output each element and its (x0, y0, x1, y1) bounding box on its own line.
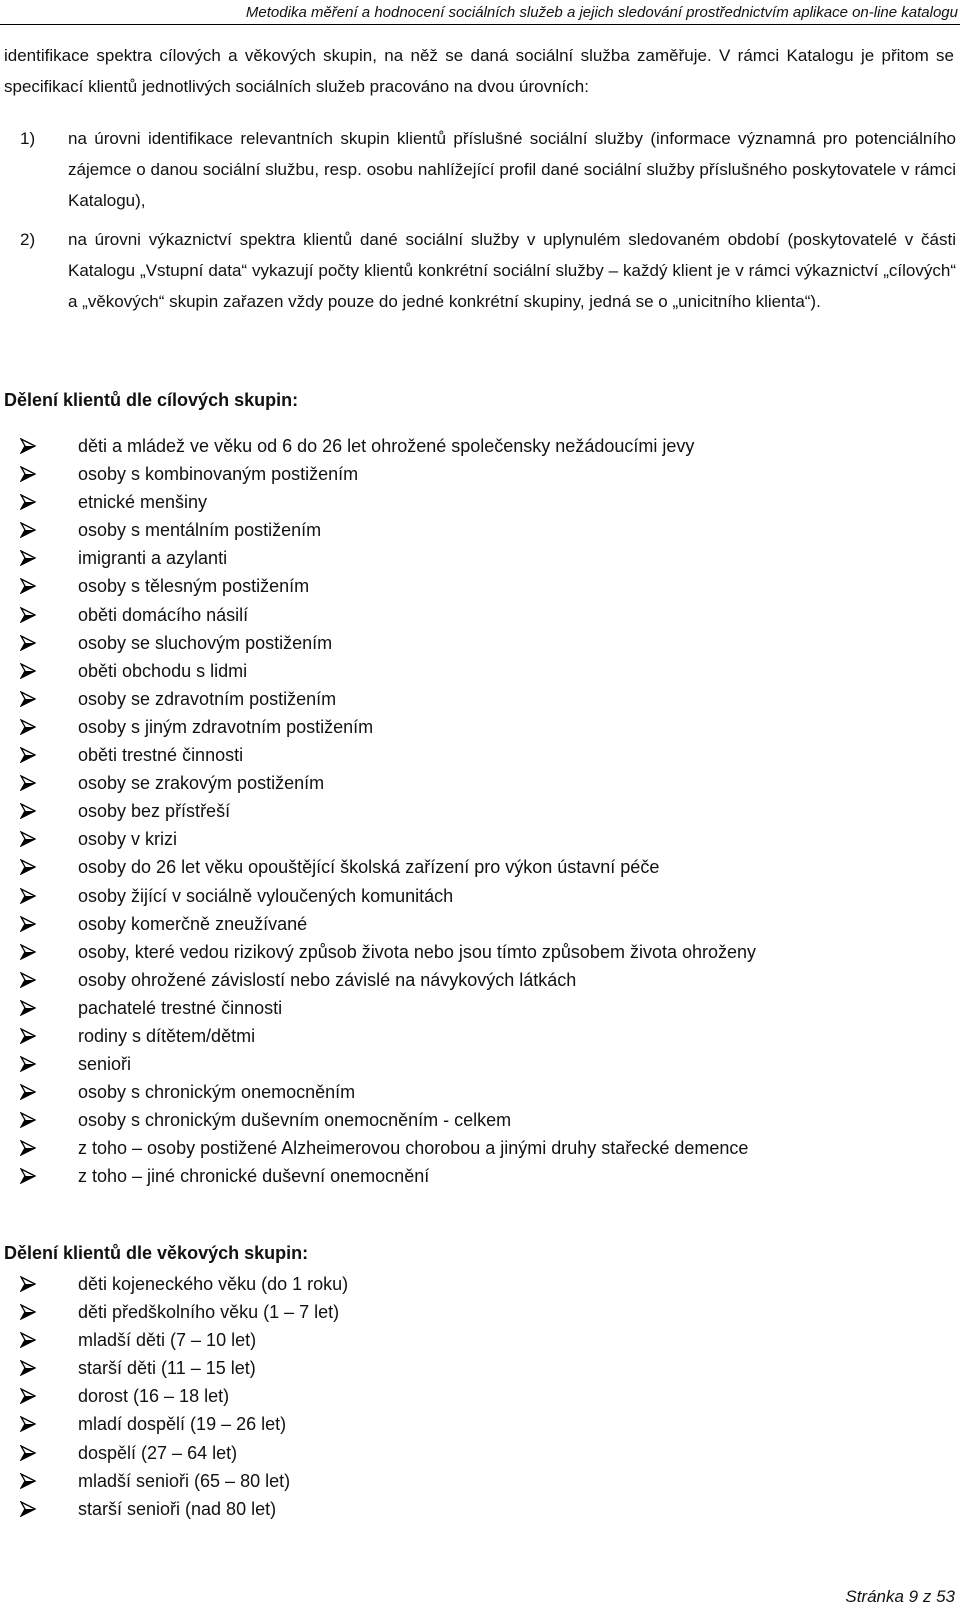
list-item-text: senioři (78, 1054, 132, 1075)
levels-list (20, 123, 956, 317)
arrowhead-bullet-icon (20, 691, 36, 707)
arrowhead-bullet-icon (20, 1360, 36, 1376)
arrowhead-bullet-icon (20, 1416, 36, 1432)
arrowhead-bullet-icon (20, 888, 36, 904)
list-item (20, 882, 950, 910)
arrowhead-bullet-icon (20, 775, 36, 791)
list-item-text: mladí dospělí (19 – 26 let) (78, 1414, 287, 1435)
list-item-text: osoby do 26 let věku opouštějící školská zařízení pro výkon ústavní péče (78, 857, 660, 878)
list-item (20, 1022, 950, 1050)
intro-paragraph: identifikace spektra cílových a věkových skupin, na něž se daná sociální služba zaměřuje. V rámci Katalogu je přitom se specifikací klientů jednotlivých sociálních služeb pracováno na dvou úrovních: (4, 46, 954, 96)
arrowhead-bullet-icon (20, 972, 36, 988)
level-text: na úrovni výkaznictví spektra klientů dané sociální služby v uplynulém sledovaném období (poskytovatelé v části Katalogu „Vstupní data“ vykazují počty klientů konkrétní sociální služby – každý klient je v rámci výkaznictví „cílových“ a „věkových“ skupin zařazen vždy pouze do jedné konkrétní skupiny, jedná se o „unicitního klienta“). (68, 230, 956, 311)
list-item-text: osoby se zdravotním postižením (78, 688, 337, 709)
arrowhead-bullet-icon (20, 494, 36, 510)
list-item (20, 432, 950, 460)
list-item (20, 1495, 950, 1523)
arrowhead-bullet-icon (20, 916, 36, 932)
age-groups-list (20, 1270, 950, 1523)
level-number: 2) (20, 230, 36, 249)
list-item (20, 572, 950, 600)
target-groups-list (20, 432, 950, 1191)
page-number: Stránka 9 z 53 (845, 1587, 955, 1606)
arrowhead-bullet-icon (20, 1501, 36, 1517)
list-item (20, 1354, 950, 1382)
arrowhead-bullet-icon (20, 663, 36, 679)
list-item-text: osoby s mentálním postižením (78, 520, 322, 541)
list-item (20, 1467, 950, 1495)
list-item (20, 1410, 950, 1438)
header-rule (0, 24, 960, 25)
list-item-text: osoby s kombinovaným postižením (78, 464, 359, 485)
list-item (20, 460, 950, 488)
list-item (20, 825, 950, 853)
list-item (20, 1439, 950, 1467)
list-item-text: mladší senioři (65 – 80 let) (78, 1470, 291, 1491)
arrowhead-bullet-icon (20, 1140, 36, 1156)
list-item-text: osoby, které vedou rizikový způsob života nebo jsou tímto způsobem života ohroženy (78, 941, 757, 962)
list-item (20, 685, 950, 713)
list-item (20, 994, 950, 1022)
arrowhead-bullet-icon (20, 635, 36, 651)
list-item-text: osoby komerčně zneužívané (78, 913, 308, 934)
list-item (20, 657, 950, 685)
list-item-text: děti kojeneckého věku (do 1 roku) (78, 1274, 349, 1294)
list-item-text: osoby s chronickým onemocněním (78, 1082, 356, 1103)
arrowhead-bullet-icon (20, 1000, 36, 1016)
list-item (20, 713, 950, 741)
list-item (20, 1326, 950, 1354)
arrowhead-bullet-icon (20, 522, 36, 538)
list-item (20, 966, 950, 994)
list-item (20, 938, 950, 966)
list-item-text: osoby se zrakovým postižením (78, 773, 325, 794)
list-item (20, 797, 950, 825)
arrowhead-bullet-icon (20, 578, 36, 594)
list-item-text: etnické menšiny (78, 492, 208, 513)
arrowhead-bullet-icon (20, 1028, 36, 1044)
list-item-text: z toho – jiné chronické duševní onemocnění (78, 1166, 430, 1187)
list-item-text: osoby v krizi (78, 829, 178, 850)
list-item (20, 769, 950, 797)
arrowhead-bullet-icon (20, 944, 36, 960)
list-item (20, 1134, 950, 1162)
list-item-text: dorost (16 – 18 let) (78, 1386, 230, 1407)
list-item-text: osoby s chronickým duševním onemocněním - celkem (78, 1110, 512, 1131)
list-item (20, 601, 950, 629)
list-item-text: rodiny s dítětem/dětmi (78, 1025, 256, 1046)
arrowhead-bullet-icon (20, 747, 36, 763)
arrowhead-bullet-icon (20, 1445, 36, 1461)
arrowhead-bullet-icon (20, 1304, 36, 1320)
list-item-text: osoby žijící v sociálně vyloučených komunitách (78, 885, 454, 906)
list-item (20, 516, 950, 544)
level-number: 1) (20, 129, 36, 148)
list-item (20, 1270, 950, 1298)
list-item (20, 1106, 950, 1134)
arrowhead-bullet-icon (20, 1276, 36, 1292)
arrowhead-bullet-icon (20, 466, 36, 482)
list-item-text: starší děti (11 – 15 let) (78, 1358, 256, 1379)
arrowhead-bullet-icon (20, 1168, 36, 1184)
list-item-text: pachatelé trestné činnosti (78, 997, 283, 1018)
list-item-text: oběti trestné činnosti (78, 745, 244, 766)
list-item-text: mladší děti (7 – 10 let) (78, 1330, 257, 1351)
list-item (20, 544, 950, 572)
list-item-text: dospělí (27 – 64 let) (78, 1442, 238, 1463)
arrowhead-bullet-icon (20, 719, 36, 735)
arrowhead-bullet-icon (20, 438, 36, 454)
list-item-text: starší senioři (nad 80 let) (78, 1498, 277, 1519)
list-item-text: osoby bez přístřeší (78, 801, 231, 822)
list-item (20, 488, 950, 516)
list-item-text: děti a mládež ve věku od 6 do 26 let ohrožené společensky nežádoucími jevy (78, 436, 695, 456)
running-header: Metodika měření a hodnocení sociálních služeb a jejich sledování prostřednictvím aplikace on-line katalogu (245, 4, 958, 21)
arrowhead-bullet-icon (20, 859, 36, 875)
arrowhead-bullet-icon (20, 607, 36, 623)
list-item-text: imigranti a azylanti (78, 548, 228, 569)
list-item-text: osoby s jiným zdravotním postižením (78, 716, 374, 737)
arrowhead-bullet-icon (20, 1056, 36, 1072)
arrowhead-bullet-icon (20, 803, 36, 819)
arrowhead-bullet-icon (20, 831, 36, 847)
arrowhead-bullet-icon (20, 1084, 36, 1100)
list-item-text: z toho – osoby postižené Alzheimerovou chorobou a jinými druhy stařecké demence (78, 1138, 749, 1159)
list-item (20, 1162, 950, 1190)
list-item-text: oběti obchodu s lidmi (78, 660, 248, 681)
arrowhead-bullet-icon (20, 1473, 36, 1489)
list-item (20, 1382, 950, 1410)
list-item-text: osoby ohrožené závislostí nebo závislé na návykových látkách (78, 969, 577, 990)
list-item (20, 910, 950, 938)
level-text: na úrovni identifikace relevantních skupin klientů příslušné sociální služby (informace významná pro potenciálního zájemce o danou sociální službu, resp. osobu nahlížející profil dané sociální služby příslušného poskytovatele v rámci Katalogu), (68, 129, 956, 210)
arrowhead-bullet-icon (20, 1388, 36, 1404)
list-item-text: osoby s tělesným postižením (78, 576, 310, 597)
level-item (20, 123, 956, 216)
list-item-text: oběti domácího násilí (78, 604, 249, 625)
list-item (20, 741, 950, 769)
arrowhead-bullet-icon (20, 1112, 36, 1128)
list-item (20, 1298, 950, 1326)
age-groups-heading: Dělení klientů dle věkových skupin: (4, 1243, 309, 1263)
target-groups-heading: Dělení klientů dle cílových skupin: (4, 390, 299, 410)
list-item-text: děti předškolního věku (1 – 7 let) (78, 1302, 340, 1323)
level-item (20, 224, 956, 317)
arrowhead-bullet-icon (20, 1332, 36, 1348)
list-item (20, 629, 950, 657)
list-item (20, 1078, 950, 1106)
arrowhead-bullet-icon (20, 550, 36, 566)
list-item (20, 1050, 950, 1078)
list-item (20, 853, 950, 881)
list-item-text: osoby se sluchovým postižením (78, 632, 333, 653)
